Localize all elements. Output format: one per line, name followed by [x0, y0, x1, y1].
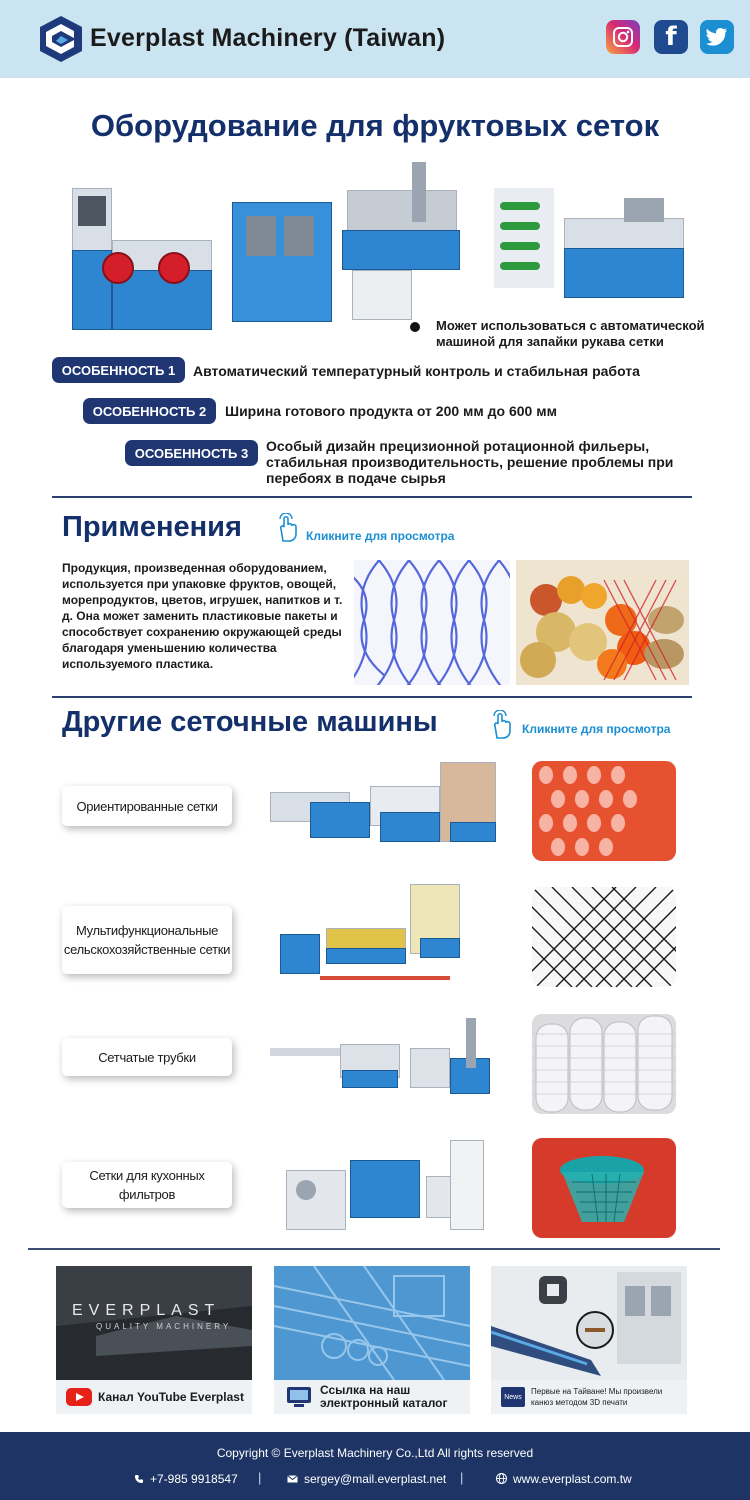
globe-icon — [496, 1473, 507, 1484]
catalog-promo-text: Ссылка на наш электронный каталог — [320, 1383, 448, 1410]
applications-description: Продукция, произведенная оборудованием, используется при упаковке фруктов, овощей, морепродуктов, цветов, игрушек, напитков и т. д. Она может заменить пластиковые пакеты и способствует сохранению окружающей среды благодаря уменьшению количества используемого пластика. — [62, 561, 343, 671]
net-tube-machine-image — [270, 1018, 510, 1118]
feature-text-3: Особый дизайн прецизионной ротационной фильеры, стабильная производительность, решение проблемы при перебоях в подаче сырья — [266, 438, 674, 486]
facebook-icon[interactable]: f — [654, 20, 688, 54]
email-icon — [287, 1475, 298, 1483]
section-divider — [28, 1248, 720, 1250]
hand-pointer-icon[interactable] — [488, 710, 514, 740]
applications-view-link[interactable]: Кликните для просмотра — [306, 529, 455, 543]
feature-text-2: Ширина готового продукта от 200 мм до 600 мм — [225, 403, 557, 419]
kitchen-filter-sample-image — [532, 1138, 676, 1238]
agricultural-net-machine-image — [270, 884, 510, 994]
other-machines-view-link[interactable]: Кликните для просмотра — [522, 722, 671, 736]
machine-item-net-tubes[interactable]: Сетчатые трубки — [62, 1038, 232, 1076]
applications-title: Применения — [62, 511, 242, 543]
promo-overlay-subtitle: QUALITY MACHINERY — [96, 1322, 232, 1331]
twitter-icon[interactable] — [700, 20, 734, 54]
page-title: Оборудование для фруктовых сеток — [90, 108, 660, 143]
fruits-in-nets-image — [516, 560, 689, 685]
footer-separator: | — [258, 1470, 262, 1485]
site-footer — [0, 1432, 750, 1500]
black-diamond-net-image — [532, 887, 676, 987]
note-bullet — [410, 322, 420, 332]
everplast-logo[interactable] — [38, 14, 84, 64]
footer-separator: | — [460, 1470, 464, 1485]
footer-email[interactable]: sergey@mail.everplast.net — [304, 1472, 447, 1486]
kitchen-filter-machine-image — [286, 1140, 486, 1240]
news-3d-printing-promo[interactable] — [491, 1266, 687, 1414]
hand-pointer-icon[interactable] — [274, 513, 300, 543]
feature-badge-3: ОСОБЕННОСТЬ 3 — [125, 440, 258, 466]
note-text: Может использоваться с автоматической машиной для запайки рукава сетки — [436, 318, 705, 349]
net-sealing-machine-image — [494, 188, 694, 308]
promo-overlay-title: EVERPLAST — [72, 1302, 221, 1319]
news-promo-text: Первые на Тайване! Мы произвели канюз методом 3D печати — [531, 1387, 663, 1407]
other-machines-title: Другие сеточные машины — [62, 706, 438, 738]
catalog-icon — [286, 1386, 312, 1408]
feature-badge-2: ОСОБЕННОСТЬ 2 — [83, 398, 216, 424]
footer-phone[interactable]: +7-985 9918547 — [150, 1472, 238, 1486]
machine-item-oriented-nets[interactable]: Ориентированные сетки — [62, 786, 232, 826]
copyright-text: Copyright © Everplast Machinery Co.,Ltd All rights reserved — [216, 1446, 534, 1460]
news-icon: News — [501, 1387, 525, 1407]
section-divider — [52, 696, 692, 698]
white-net-tubes-image — [532, 1014, 676, 1114]
brand-name[interactable]: Everplast Machinery (Taiwan) — [90, 24, 446, 52]
youtube-channel-promo[interactable] — [56, 1266, 252, 1414]
youtube-icon — [66, 1388, 92, 1406]
catalog-promo[interactable] — [274, 1266, 470, 1414]
phone-icon — [134, 1474, 144, 1484]
footer-website[interactable]: www.everplast.com.tw — [513, 1472, 632, 1486]
section-divider — [52, 496, 692, 498]
oriented-net-machine-image — [270, 762, 510, 856]
instagram-icon[interactable] — [606, 20, 640, 54]
feature-text-1: Автоматический температурный контроль и стабильная работа — [193, 363, 640, 379]
blue-net-image — [354, 560, 510, 685]
youtube-promo-text: Канал YouTube Everplast — [98, 1389, 244, 1404]
machine-item-kitchen-filter-nets[interactable]: Сетки для кухонных фильтров — [62, 1162, 232, 1208]
machine-item-agricultural-nets[interactable]: Мультифункциональные сельскохозяйственные сетки — [62, 906, 232, 974]
site-header — [0, 0, 750, 78]
feature-badge-1: ОСОБЕННОСТЬ 1 — [52, 357, 185, 383]
fruit-net-machine-image — [62, 160, 472, 340]
orange-net-sample-image — [532, 761, 676, 861]
